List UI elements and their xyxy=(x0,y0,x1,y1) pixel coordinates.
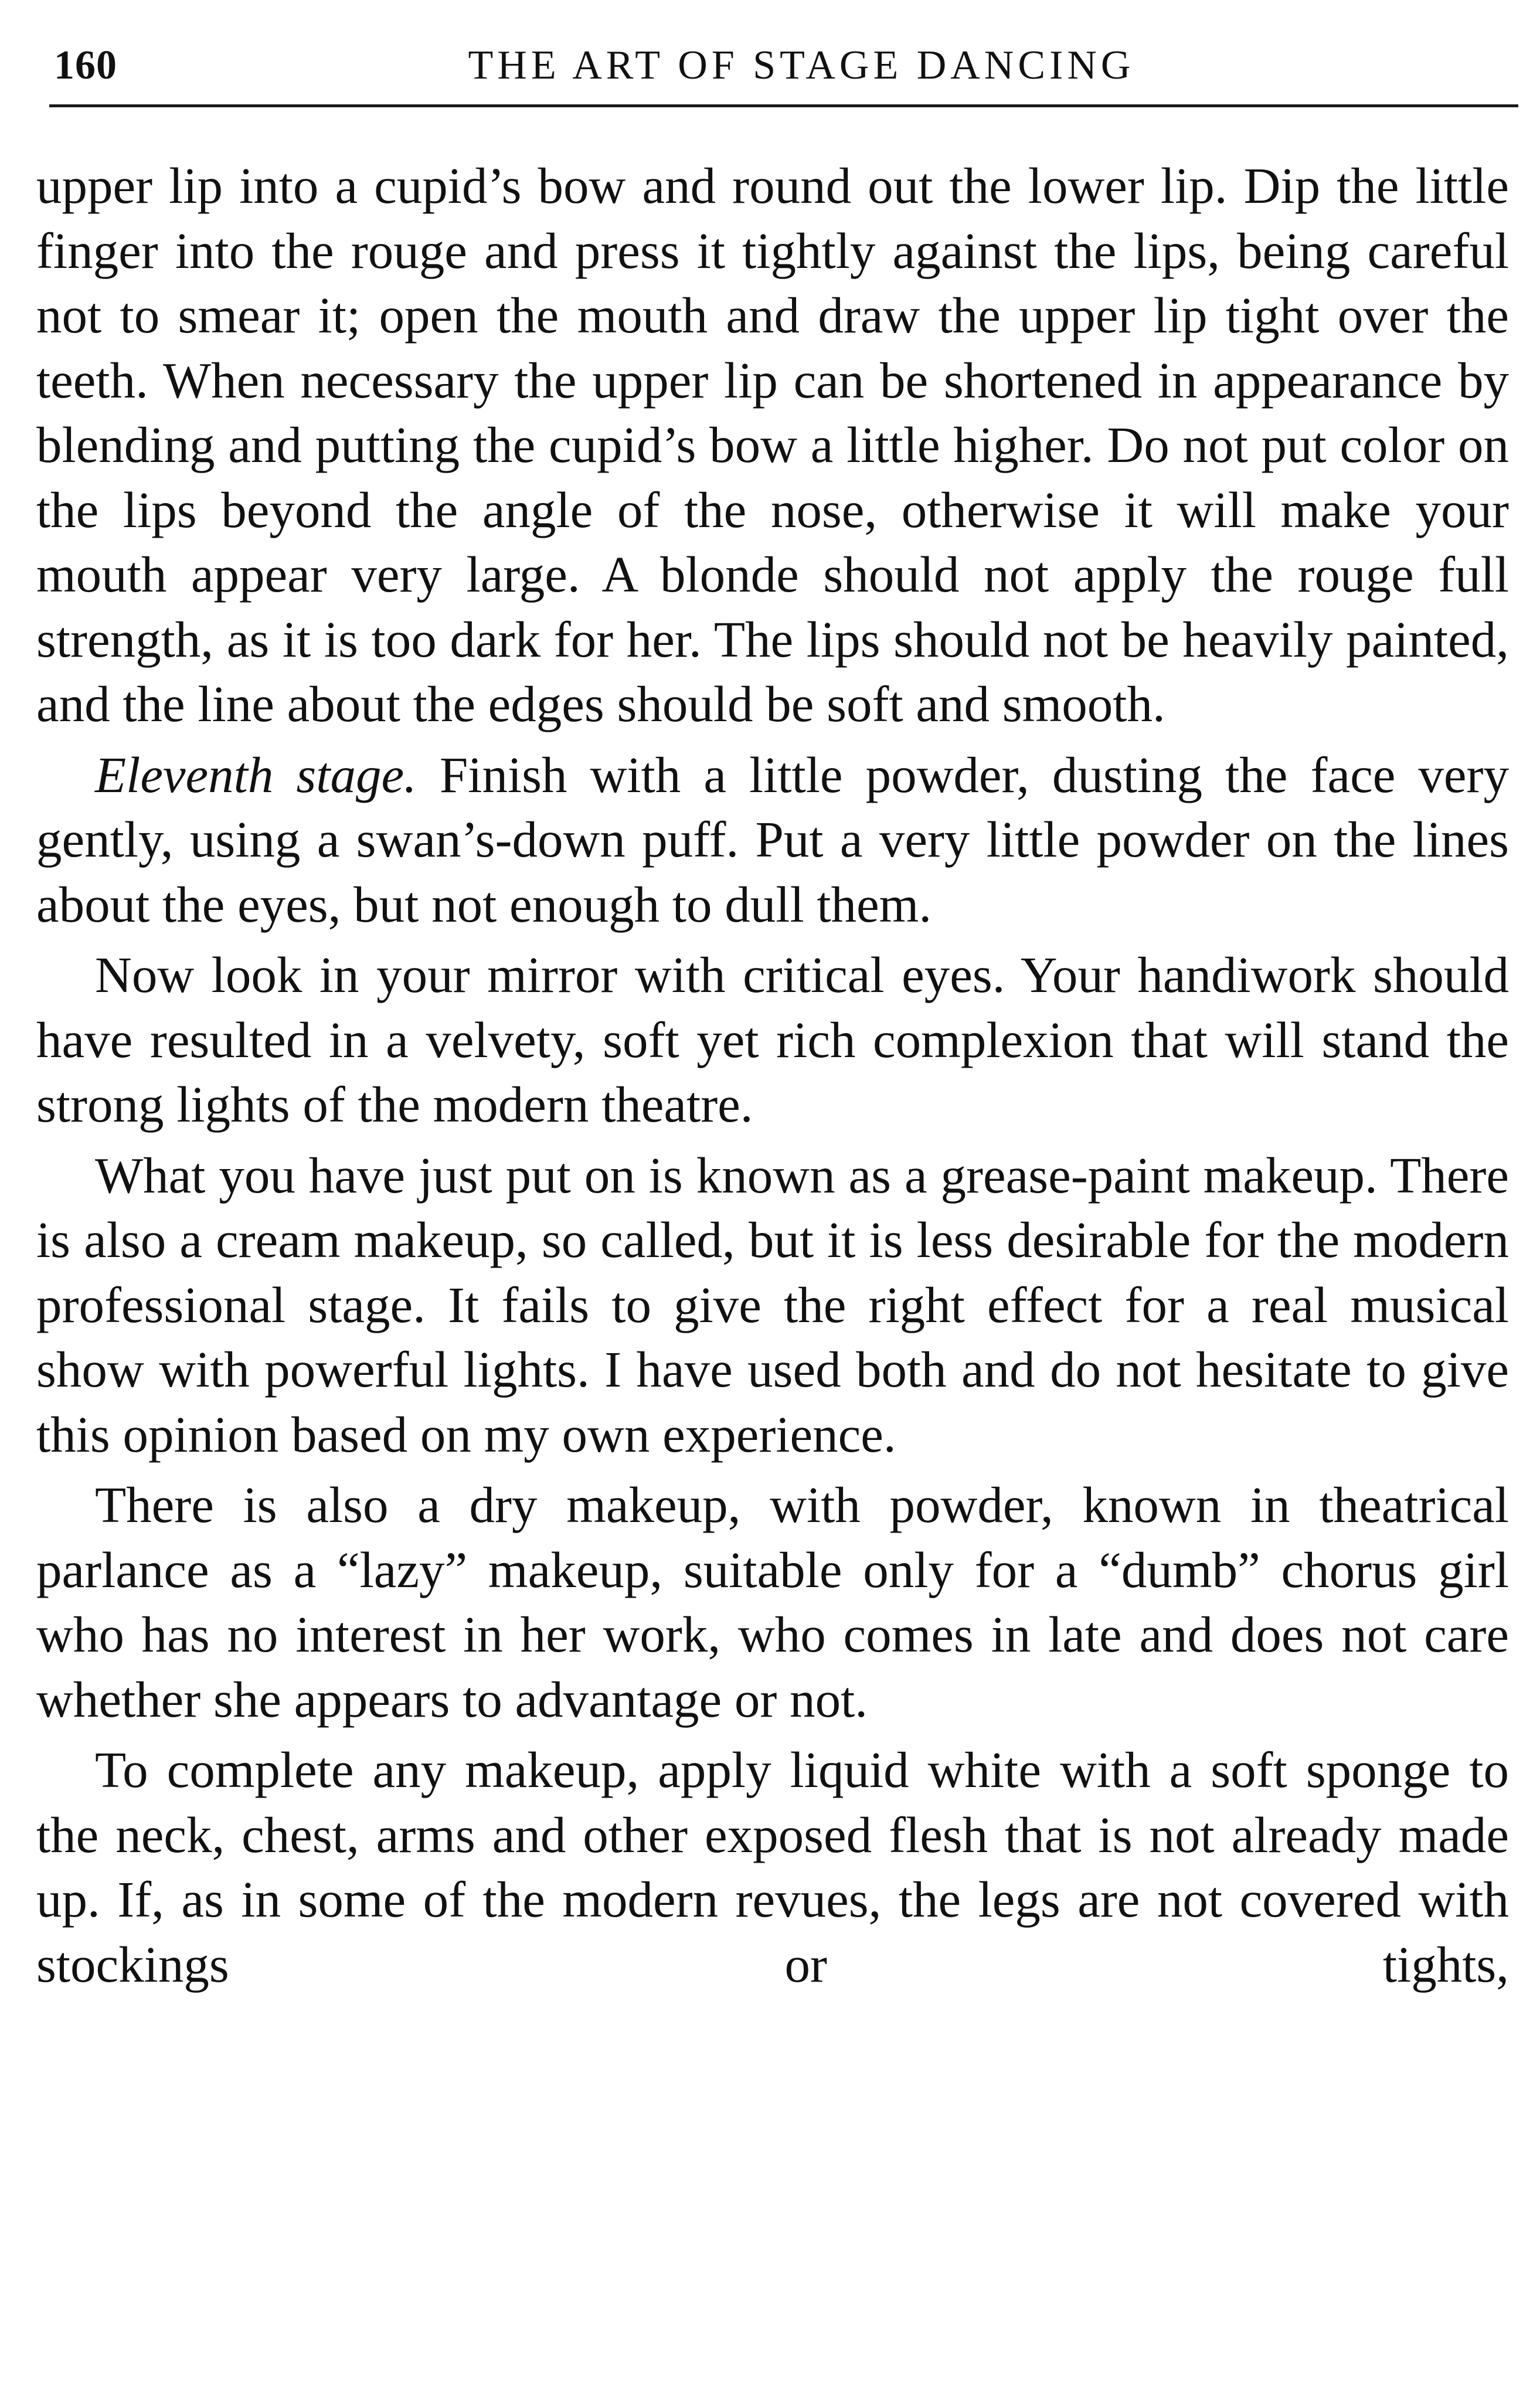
body-text xyxy=(36,154,1509,2003)
paragraph-mirror-check: Now look in your mirror with critical eyes. Your handiwork should have resulted in a velvety, soft yet rich complexion that will stand the strong lights of the modern theatre. xyxy=(36,946,1509,1133)
running-head xyxy=(49,40,1518,107)
stage-label: Eleventh stage. xyxy=(95,746,417,803)
paragraph-eleventh-stage xyxy=(36,743,1509,937)
paragraph-lip-instructions: upper lip into a cupid’s bow and round out the lower lip. Dip the little finger into the rouge and press it tightly against the lips, being careful not to smear it; open the mouth and draw the upper lip tight over the teeth. When necessary the upper lip can be shortened in appearance by blending and putting the cupid’s bow a little higher. Do not put color on the lips beyond the angle of the nose, otherwise it will make your mouth appear very large. A blonde should not apply the rouge full strength, as it is too dark for her. The lips should not be heavily painted, and the line about the edges should be soft and smooth. xyxy=(36,157,1509,732)
paragraph-grease-paint: What you have just put on is known as a grease-paint makeup. There is also a cream makeup, so called, but it is less desirable for the modern professional stage. It fails to give the right effect for a real musical show with powerful lights. I have used both and do not hesitate to give this opinion based on my own experience. xyxy=(36,1146,1509,1463)
page-number: 160 xyxy=(54,43,117,88)
paragraph-dry-makeup: There is also a dry makeup, with powder, known in theatrical parlance as a “lazy” makeup, suitable only for a “dumb” chorus girl who has no interest in her work, who comes in late and does not care whether she appears to advantage or not. xyxy=(36,1476,1509,1728)
paragraph-eleventh-stage-text: Finish with a little powder, dusting the face very gently, using a swan’s-down puff. Put a very little powder on the lines about the eyes, but not enough to dull them. xyxy=(36,746,1509,933)
book-title: THE ART OF STAGE DANCING xyxy=(468,43,1135,88)
paragraph-complete-makeup: To complete any makeup, apply liquid white with a soft sponge to the neck, chest, arms and other exposed flesh that is not already made up. If, as in some of the modern revues, the legs are not covered with stockings or tights, xyxy=(36,1741,1509,1993)
